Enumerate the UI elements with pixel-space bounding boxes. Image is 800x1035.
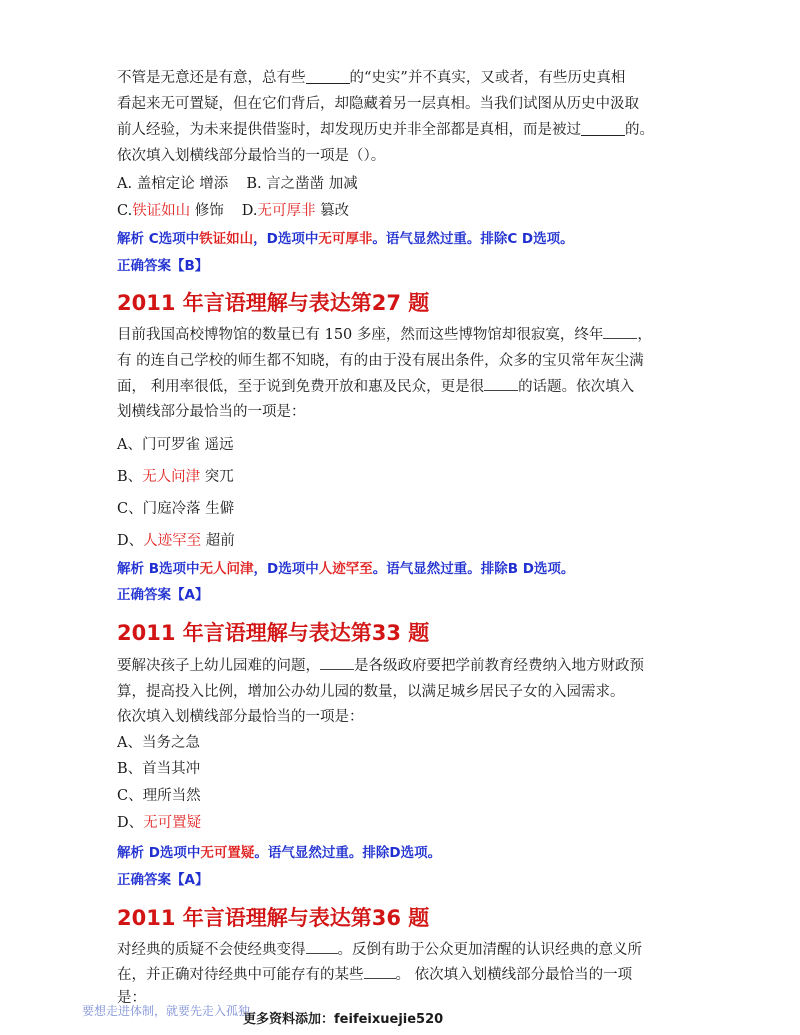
q3-title: 2011 年言语理解与表达第33 题 — [117, 621, 430, 645]
q2-option-a: A、门可罗雀 遥远 — [117, 437, 234, 453]
q1-stem-text: 不管是无意还是有意，总有些 — [117, 70, 306, 86]
q4-stem-line-1 — [117, 940, 642, 960]
q1-stem-line-2: 看起来无可置疑，但在它们背后，却隐藏着另一层真相。当我们试图从历史中汲取 — [117, 96, 639, 112]
q1-stem-text: 的“史实”并不真实，又或者，有些历史真相 — [349, 70, 626, 86]
option-b-highlight: 无人问津 — [142, 469, 201, 485]
option-prefix: B、 — [117, 469, 143, 485]
q1-stem-text: 前人经验，为未来提供借鉴时，却发现历史并非全部都是真相，而是被过 — [117, 122, 581, 138]
q4-title: 2011 年言语理解与表达第36 题 — [117, 906, 430, 930]
analysis-text: ，D选项中 — [253, 561, 319, 577]
option-d-highlight: 人迹罕至 — [143, 533, 202, 549]
analysis-text: ，D选项中 — [253, 231, 319, 247]
q4-stem-line-2 — [117, 965, 632, 985]
analysis-highlight: 无可置疑 — [200, 845, 255, 861]
q3-option-d — [117, 813, 201, 833]
q1-instruction: 依次填入划横线部分最恰当的一项是（）。 — [117, 148, 386, 164]
q3-option-c: C、理所当然 — [117, 788, 201, 804]
q2-analysis — [117, 559, 574, 579]
q1-options-ab — [117, 174, 358, 194]
q2-stem-text: 面， 利用率很低，至于说到免费开放和惠及民众，更是很 — [117, 379, 485, 395]
analysis-text: 解析 C选项中 — [117, 231, 200, 247]
analysis-text: 。语气显然过重。排除D选项。 — [254, 845, 442, 861]
q3-stem-line-1 — [117, 656, 644, 676]
q2-option-d — [117, 531, 235, 551]
q2-stem-text: 的话题。依次填入 — [518, 379, 635, 395]
option-d-highlight: 无可厚非 — [257, 203, 316, 219]
q1-analysis — [117, 229, 574, 249]
fill-blank — [320, 659, 354, 670]
option-d-highlight: 无可置疑 — [143, 815, 202, 831]
q1-options-cd — [117, 201, 349, 221]
analysis-highlight: 铁证如山 — [199, 231, 254, 247]
q3-stem-line-2: 算，提高投入比例，增加公办幼儿园的数量，以满足城乡居民子女的入园需求。 — [117, 684, 625, 700]
q3-option-a: A、当务之急 — [117, 735, 200, 751]
option-c-prefix: C. — [117, 203, 133, 219]
q1-stem-text: 的。 — [625, 122, 654, 138]
analysis-highlight: 无可厚非 — [318, 231, 373, 247]
q3-analysis — [117, 843, 441, 863]
watermark-text: 要想走进体制，就要先走入孤独 — [82, 1004, 251, 1018]
q4-stem-text: 。 依次填入划横线部分最恰当的一项 — [395, 967, 633, 983]
q3-instruction: 依次填入划横线部分最恰当的一项是： — [117, 709, 364, 725]
footer — [243, 1008, 443, 1027]
q2-option-b — [117, 467, 234, 487]
fill-blank — [484, 380, 518, 391]
q3-stem-text: 是各级政府要把学前教育经费纳入地方财政预 — [354, 658, 644, 674]
option-rest: 超前 — [201, 533, 235, 549]
q4-stem-line-3: 是： — [117, 990, 146, 1006]
option-c-rest: 修饰 — [190, 203, 224, 219]
option-d-rest: 篡改 — [315, 203, 350, 219]
option-b: B. 言之凿凿 加减 — [246, 176, 358, 192]
analysis-highlight: 人迹罕至 — [318, 561, 373, 577]
analysis-text: 解析 B选项中 — [117, 561, 200, 577]
q4-stem-text: 。反倒有助于公众更加清醒的认识经典的意义所 — [337, 942, 642, 958]
q2-stem-line-3 — [117, 377, 634, 397]
q2-stem-text: ， — [637, 327, 652, 343]
q3-stem-text: 要解决孩子上幼儿园难的问题， — [117, 658, 320, 674]
analysis-text: 。语气显然过重。排除B D选项。 — [372, 561, 575, 577]
fill-blank — [603, 328, 637, 339]
option-prefix: D、 — [117, 533, 144, 549]
q2-title: 2011 年言语理解与表达第27 题 — [117, 291, 430, 315]
footer-contact-id: feifeixuejie520 — [334, 1012, 444, 1027]
analysis-text: 。语气显然过重。排除C D选项。 — [372, 231, 574, 247]
q2-instruction: 划横线部分最恰当的一项是： — [117, 404, 306, 420]
q3-answer: 正确答案【A】 — [117, 872, 209, 888]
q1-answer: 正确答案【B】 — [117, 258, 209, 274]
q2-stem-text: 目前我国高校博物馆的数量已有 150 多座，然而这些博物馆却很寂寞，终年 — [117, 327, 604, 343]
q2-answer: 正确答案【A】 — [117, 587, 209, 603]
q1-stem-line-3 — [117, 120, 654, 140]
q4-stem-text: 对经典的质疑不会使经典变得 — [117, 942, 306, 958]
analysis-text: 解析 D选项中 — [117, 845, 201, 861]
q4-stem-text: 在，并正确对待经典中可能存有的某些 — [117, 967, 364, 983]
option-prefix: D、 — [117, 815, 144, 831]
footer-label: 更多资料添加： — [243, 1012, 335, 1027]
fill-blank — [306, 69, 350, 84]
option-rest: 突兀 — [200, 469, 234, 485]
q2-stem-line-2: 有 的连自己学校的师生都不知晓，有的由于没有展出条件，众多的宝贝常年灰尘满 — [117, 353, 644, 369]
q1-stem-line-1 — [117, 68, 625, 88]
analysis-highlight: 无人问津 — [199, 561, 254, 577]
fill-blank — [581, 121, 625, 136]
fill-blank — [364, 968, 396, 979]
q3-option-b: B、首当其冲 — [117, 761, 201, 777]
option-d-prefix: D. — [241, 203, 258, 219]
q2-stem-line-1 — [117, 325, 652, 345]
option-a: A. 盖棺定论 增添 — [117, 176, 229, 192]
fill-blank — [306, 943, 338, 954]
q2-option-c: C、门庭冷落 生僻 — [117, 501, 235, 517]
option-c-highlight: 铁证如山 — [132, 203, 191, 219]
